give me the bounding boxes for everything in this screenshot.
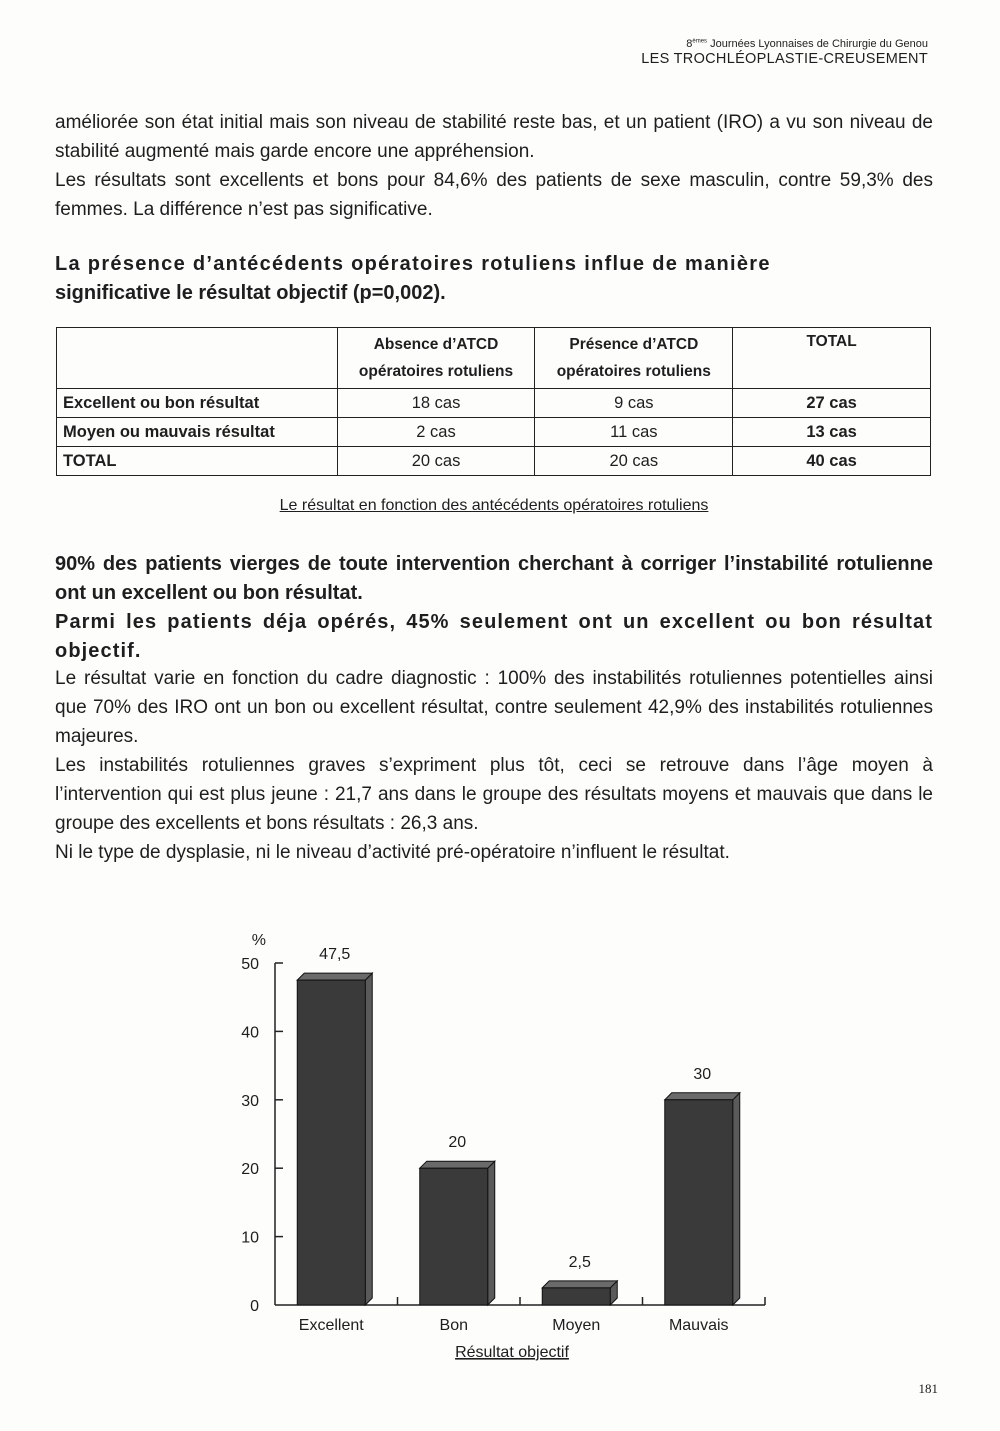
x-tick-label: Moyen xyxy=(552,1317,601,1334)
bold-statement-2-line1: 90% des patients vierges de toute intervention cherchant à corriger l’instabilité rotulienne ont un excellent ou bon résultat. xyxy=(55,553,933,604)
bar-top-moyen xyxy=(542,1281,617,1288)
bold-statement-1-line1: La présence d’antécédents opératoires rotuliens influe de manière xyxy=(55,253,771,275)
value-label: 30 xyxy=(693,1065,712,1083)
bar-side-mauvais xyxy=(733,1093,740,1305)
y-axis-label: % xyxy=(251,932,266,949)
results-table xyxy=(56,327,931,476)
bar-excellent xyxy=(297,980,365,1305)
x-tick-label: Excellent xyxy=(298,1317,364,1334)
bold-statement-1 xyxy=(55,250,933,308)
paragraph-1-text-a: améliorée son état initial mais son niveau de stabilité reste bas, et un patient (IRO) a vu son niveau de stabilité augmenté mais garde encore une appréhension. xyxy=(55,112,933,162)
y-tick-label: 30 xyxy=(241,1092,259,1110)
table-header-empty xyxy=(57,328,338,389)
x-axis-label: Résultat objectif xyxy=(455,1344,569,1361)
bar-top-mauvais xyxy=(665,1093,740,1100)
paragraph-1-text-b: Les résultats sont excellents et bons pour 84,6% des patients de sexe masculin, contre 59,3% des femmes. La différence n’est pas significative. xyxy=(55,170,933,220)
table-header-presence: Présence d’ATCD opératoires rotuliens xyxy=(535,328,733,389)
table-row xyxy=(57,389,931,418)
table-row xyxy=(57,418,931,447)
x-tick-label: Mauvais xyxy=(668,1317,729,1334)
table-cell-total: 40 cas xyxy=(733,447,931,476)
table-header-row xyxy=(57,328,931,389)
bold-statement-1-line2: significative le résultat objectif (p=0,002). xyxy=(55,282,446,304)
paragraph-2 xyxy=(55,664,933,867)
value-label: 47,5 xyxy=(319,946,351,964)
bar-bon xyxy=(420,1168,488,1305)
header-conference: 8èmes Journées Lyonnaises de Chirurgie du Genou xyxy=(686,38,928,50)
table-cell: 20 cas xyxy=(535,447,733,476)
running-header xyxy=(641,38,928,67)
table-header-absence: Absence d’ATCD opératoires rotuliens xyxy=(337,328,535,389)
table-cell-total: 27 cas xyxy=(733,389,931,418)
y-tick-label: 10 xyxy=(241,1229,259,1247)
bold-statement-2-line2: Parmi les patients déja opérés, 45% seulement ont un excellent ou bon résultat objectif. xyxy=(55,611,933,662)
row-label: Moyen ou mauvais résultat xyxy=(57,418,338,447)
table-row xyxy=(57,447,931,476)
paragraph-2-text-c: Ni le type de dysplasie, ni le niveau d’activité pré-opératoire n’influent le résultat. xyxy=(55,842,730,863)
x-tick-label: Bon xyxy=(439,1317,468,1334)
y-tick-label: 20 xyxy=(241,1161,259,1179)
row-label: TOTAL xyxy=(57,447,338,476)
row-label: Excellent ou bon résultat xyxy=(57,389,338,418)
y-tick-label: 0 xyxy=(250,1298,259,1315)
bar-side-bon xyxy=(488,1161,495,1305)
table-header-total: TOTAL xyxy=(733,328,931,389)
bar-moyen xyxy=(542,1288,610,1305)
table-cell: 11 cas xyxy=(535,418,733,447)
paragraph-2-text-b: Les instabilités rotuliennes graves s’expriment plus tôt, ceci se retrouve dans l’âge moyen à l’intervention qui est plus jeune : 21,7 ans dans le groupe des résultats moyens et mauvais que dans le groupe des excellents et bons résultats : 26,3 ans. xyxy=(55,755,933,834)
bar-top-bon xyxy=(420,1161,495,1168)
bar-top-excellent xyxy=(297,973,372,980)
paragraph-2-text-a: Le résultat varie en fonction du cadre diagnostic : 100% des instabilités rotuliennes potentielles ainsi que 70% des IRO ont un bon ou excellent résultat, contre seulement 42,9% des instabilités rotuliennes majeures. xyxy=(55,668,933,747)
table-cell: 9 cas xyxy=(535,389,733,418)
value-label: 20 xyxy=(448,1134,467,1152)
bar-side-excellent xyxy=(365,973,372,1305)
table-cell: 20 cas xyxy=(337,447,535,476)
table-caption: Le résultat en fonction des antécédents opératoires rotuliens xyxy=(279,497,709,514)
bold-statement-2 xyxy=(55,550,933,666)
paragraph-1 xyxy=(55,108,933,224)
y-tick-label: 50 xyxy=(241,956,259,973)
y-tick-label: 40 xyxy=(241,1024,259,1042)
header-chapter: LES TROCHLÉOPLASTIE-CREUSEMENT xyxy=(641,50,928,67)
table-cell: 18 cas xyxy=(337,389,535,418)
bar-mauvais xyxy=(665,1100,733,1305)
bar-chart xyxy=(220,915,780,1365)
table-cell: 2 cas xyxy=(337,418,535,447)
table-cell-total: 13 cas xyxy=(733,418,931,447)
value-label: 2,5 xyxy=(568,1253,591,1271)
page-number: 181 xyxy=(918,1381,938,1396)
